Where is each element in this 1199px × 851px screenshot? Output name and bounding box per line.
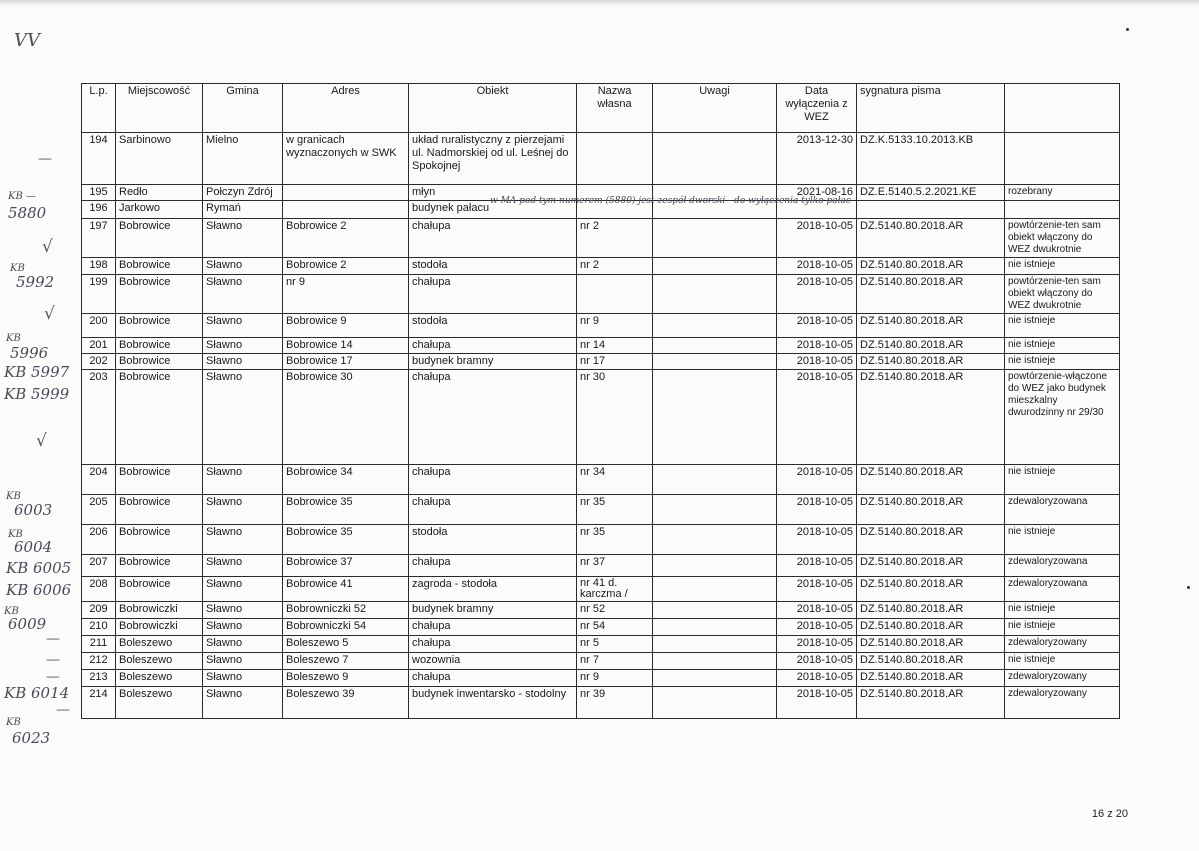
cell-uwagi <box>653 258 777 275</box>
cell-data-wylaczenia: 2018-10-05 <box>777 465 857 495</box>
cell-sygnatura: DZ.5140.80.2018.AR <box>857 555 1005 577</box>
cell-sygnatura: DZ.5140.80.2018.AR <box>857 258 1005 275</box>
table-row <box>82 619 1120 636</box>
cell-nazwa-wlasna: nr 9 <box>577 670 653 687</box>
cell-miejscowosc: Boleszewo <box>116 636 203 653</box>
cell-miejscowosc: Bobrowice <box>116 258 203 275</box>
cell-miejscowosc: Bobrowice <box>116 354 203 370</box>
header-miejscowosc: Miejscowość <box>116 84 203 133</box>
cell-lp: 201 <box>82 338 116 354</box>
margin-note: KB 6006 <box>6 581 72 599</box>
margin-note: KB 5999 <box>4 385 70 403</box>
wez-exclusion-table <box>81 83 1120 719</box>
cell-lp: 213 <box>82 670 116 687</box>
cell-data-wylaczenia: 2018-10-05 <box>777 619 857 636</box>
cell-status: rozebrany <box>1005 185 1120 201</box>
margin-note: KB <box>8 529 23 540</box>
cell-data-wylaczenia: 2018-10-05 <box>777 670 857 687</box>
margin-note: — <box>46 652 60 668</box>
cell-adres: Bobrowice 34 <box>283 465 409 495</box>
margin-note: 6009 <box>8 615 47 633</box>
cell-sygnatura <box>857 201 1005 219</box>
cell-obiekt: budynek inwentarsko - stodolny <box>409 687 577 719</box>
cell-lp: 212 <box>82 653 116 670</box>
margin-note: 5996 <box>10 344 49 362</box>
cell-gmina: Sławno <box>203 670 283 687</box>
cell-obiekt: chałupa <box>409 275 577 314</box>
cell-miejscowosc: Boleszewo <box>116 653 203 670</box>
cell-data-wylaczenia: 2018-10-05 <box>777 687 857 719</box>
header-status <box>1005 84 1120 133</box>
cell-lp: 209 <box>82 602 116 619</box>
cell-lp: 197 <box>82 219 116 258</box>
cell-nazwa-wlasna: nr 37 <box>577 555 653 577</box>
cell-miejscowosc: Bobrowice <box>116 275 203 314</box>
cell-nazwa-wlasna: nr 54 <box>577 619 653 636</box>
cell-sygnatura: DZ.K.5133.10.2013.KB <box>857 133 1005 185</box>
table-row <box>82 354 1120 370</box>
table-row <box>82 636 1120 653</box>
cell-nazwa-wlasna: nr 5 <box>577 636 653 653</box>
cell-sygnatura: DZ.5140.80.2018.AR <box>857 370 1005 465</box>
cell-miejscowosc: Bobrowice <box>116 338 203 354</box>
cell-obiekt: zagroda - stodoła <box>409 577 577 602</box>
table-row <box>82 577 1120 602</box>
cell-adres: Bobrowice 9 <box>283 314 409 338</box>
cell-gmina: Sławno <box>203 602 283 619</box>
cell-gmina: Sławno <box>203 555 283 577</box>
cell-uwagi <box>653 314 777 338</box>
cell-lp: 205 <box>82 495 116 525</box>
cell-data-wylaczenia: 2018-10-05 <box>777 338 857 354</box>
cell-data-wylaczenia: 2018-10-05 <box>777 354 857 370</box>
cell-miejscowosc: Bobrowice <box>116 370 203 465</box>
cell-adres: w granicach wyznaczonych w SWK <box>283 133 409 185</box>
cell-status <box>1005 201 1120 219</box>
cell-sygnatura: DZ.E.5140.5.2.2021.KE <box>857 185 1005 201</box>
table-row <box>82 133 1120 185</box>
cell-sygnatura: DZ.5140.80.2018.AR <box>857 653 1005 670</box>
cell-status: powtórzenie-włączone do WEZ jako budynek mieszkalny dwurodzinny nr 29/30 <box>1005 370 1120 465</box>
cell-adres: Bobrowice 41 <box>283 577 409 602</box>
table-row <box>82 370 1120 465</box>
margin-note: KB 5997 <box>4 363 70 381</box>
cell-gmina: Sławno <box>203 619 283 636</box>
cell-uwagi <box>653 619 777 636</box>
margin-note: — <box>46 669 60 685</box>
cell-lp: 196 <box>82 201 116 219</box>
cell-adres <box>283 185 409 201</box>
cell-uwagi <box>653 687 777 719</box>
cell-status: zdewaloryzowana <box>1005 495 1120 525</box>
cell-data-wylaczenia: 2018-10-05 <box>777 525 857 555</box>
margin-note: 6003 <box>14 501 53 519</box>
cell-nazwa-wlasna <box>577 275 653 314</box>
header-uwagi: Uwagi <box>653 84 777 133</box>
cell-status: zdewaloryzowana <box>1005 555 1120 577</box>
cell-sygnatura: DZ.5140.80.2018.AR <box>857 619 1005 636</box>
table-row <box>82 670 1120 687</box>
cell-gmina: Sławno <box>203 370 283 465</box>
cell-uwagi <box>653 653 777 670</box>
cell-status: nie istnieje <box>1005 465 1120 495</box>
cell-adres: Bobrowniczki 54 <box>283 619 409 636</box>
cell-miejscowosc: Bobrowice <box>116 219 203 258</box>
cell-nazwa-wlasna: nr 52 <box>577 602 653 619</box>
cell-lp: 194 <box>82 133 116 185</box>
cell-adres: Bobrowice 35 <box>283 525 409 555</box>
margin-note: KB <box>6 717 21 728</box>
cell-obiekt: chałupa <box>409 619 577 636</box>
header-nazwa-wlasna: Nazwa własna <box>577 84 653 133</box>
table-row <box>82 653 1120 670</box>
cell-miejscowosc: Bobrowice <box>116 495 203 525</box>
cell-nazwa-wlasna: nr 34 <box>577 465 653 495</box>
cell-adres: Boleszewo 7 <box>283 653 409 670</box>
cell-adres: Boleszewo 39 <box>283 687 409 719</box>
cell-gmina: Sławno <box>203 653 283 670</box>
cell-status: nie istnieje <box>1005 338 1120 354</box>
cell-sygnatura: DZ.5140.80.2018.AR <box>857 495 1005 525</box>
table-row <box>82 687 1120 719</box>
cell-gmina: Sławno <box>203 338 283 354</box>
cell-miejscowosc: Bobrowice <box>116 555 203 577</box>
cell-adres: Bobrowice 17 <box>283 354 409 370</box>
cell-data-wylaczenia: 2021-08-16 <box>777 185 857 201</box>
cell-obiekt: chałupa <box>409 219 577 258</box>
cell-uwagi <box>653 555 777 577</box>
cell-uwagi <box>653 525 777 555</box>
page-number: 16 z 20 <box>1091 808 1128 820</box>
cell-obiekt: chałupa <box>409 670 577 687</box>
cell-status: nie istnieje <box>1005 525 1120 555</box>
table-row <box>82 555 1120 577</box>
cell-gmina: Sławno <box>203 354 283 370</box>
cell-status: nie istnieje <box>1005 619 1120 636</box>
cell-sygnatura: DZ.5140.80.2018.AR <box>857 670 1005 687</box>
margin-note: KB 6005 <box>6 559 72 577</box>
cell-gmina: Połczyn Zdrój <box>203 185 283 201</box>
margin-note: 5880 <box>8 204 47 222</box>
cell-miejscowosc: Bobrowice <box>116 525 203 555</box>
cell-data-wylaczenia: 2018-10-05 <box>777 495 857 525</box>
cell-sygnatura: DZ.5140.80.2018.AR <box>857 577 1005 602</box>
cell-data-wylaczenia: 2018-10-05 <box>777 555 857 577</box>
cell-obiekt: stodoła <box>409 525 577 555</box>
cell-uwagi <box>653 275 777 314</box>
cell-uwagi <box>653 354 777 370</box>
table-row <box>82 258 1120 275</box>
cell-lp: 203 <box>82 370 116 465</box>
margin-check-icon: √ <box>44 304 55 324</box>
cell-lp: 198 <box>82 258 116 275</box>
cell-data-wylaczenia: 2018-10-05 <box>777 653 857 670</box>
header-sygnatura: sygnatura pisma <box>857 84 1005 133</box>
table-row <box>82 275 1120 314</box>
cell-gmina: Sławno <box>203 577 283 602</box>
cell-obiekt: budynek pałacu <box>409 201 577 219</box>
cell-status: zdewaloryzowana <box>1005 577 1120 602</box>
cell-uwagi <box>653 370 777 465</box>
cell-nazwa-wlasna <box>577 133 653 185</box>
cell-nazwa-wlasna: nr 9 <box>577 314 653 338</box>
cell-uwagi <box>653 495 777 525</box>
cell-gmina: Sławno <box>203 687 283 719</box>
cell-lp: 195 <box>82 185 116 201</box>
margin-note: KB — <box>8 191 36 202</box>
cell-status: powtórzenie-ten sam obiekt włączony do WEZ dwukrotnie <box>1005 219 1120 258</box>
cell-data-wylaczenia: 2018-10-05 <box>777 577 857 602</box>
cell-uwagi <box>653 465 777 495</box>
cell-obiekt: budynek bramny <box>409 602 577 619</box>
cell-lp: 211 <box>82 636 116 653</box>
cell-sygnatura: DZ.5140.80.2018.AR <box>857 219 1005 258</box>
margin-note: 5992 <box>16 273 55 291</box>
table-row <box>82 602 1120 619</box>
cell-lp: 206 <box>82 525 116 555</box>
header-data-wylaczenia: Data wyłączenia z WEZ <box>777 84 857 133</box>
cell-nazwa-wlasna: nr 35 <box>577 525 653 555</box>
cell-sygnatura: DZ.5140.80.2018.AR <box>857 602 1005 619</box>
cell-obiekt: chałupa <box>409 338 577 354</box>
cell-gmina: Sławno <box>203 465 283 495</box>
cell-data-wylaczenia: 2018-10-05 <box>777 602 857 619</box>
table-row <box>82 465 1120 495</box>
cell-obiekt: chałupa <box>409 636 577 653</box>
cell-uwagi <box>653 670 777 687</box>
corner-handwritten-mark: VV <box>14 30 40 51</box>
cell-obiekt: budynek bramny <box>409 354 577 370</box>
cell-adres <box>283 201 409 219</box>
cell-miejscowosc: Bobrowice <box>116 314 203 338</box>
margin-note: 6004 <box>14 538 53 556</box>
cell-obiekt: chałupa <box>409 495 577 525</box>
cell-sygnatura: DZ.5140.80.2018.AR <box>857 314 1005 338</box>
scan-dot-top-right <box>1126 28 1129 31</box>
table-row <box>82 495 1120 525</box>
cell-lp: 199 <box>82 275 116 314</box>
cell-miejscowosc: Sarbinowo <box>116 133 203 185</box>
cell-gmina: Sławno <box>203 275 283 314</box>
cell-data-wylaczenia: 2018-10-05 <box>777 258 857 275</box>
cell-miejscowosc: Bobrowiczki <box>116 602 203 619</box>
cell-obiekt: chałupa <box>409 555 577 577</box>
scan-top-edge <box>0 0 1199 6</box>
cell-lp: 208 <box>82 577 116 602</box>
margin-note: — <box>46 631 60 647</box>
cell-nazwa-wlasna: nr 2 <box>577 258 653 275</box>
cell-adres: Boleszewo 9 <box>283 670 409 687</box>
cell-obiekt: chałupa <box>409 465 577 495</box>
margin-note: KB 6014 <box>4 684 70 702</box>
cell-gmina: Sławno <box>203 314 283 338</box>
cell-status: nie istnieje <box>1005 314 1120 338</box>
cell-gmina: Mielno <box>203 133 283 185</box>
cell-miejscowosc: Bobrowice <box>116 577 203 602</box>
cell-sygnatura: DZ.5140.80.2018.AR <box>857 525 1005 555</box>
cell-nazwa-wlasna: nr 39 <box>577 687 653 719</box>
cell-miejscowosc: Jarkowo <box>116 201 203 219</box>
cell-status: nie istnieje <box>1005 602 1120 619</box>
cell-nazwa-wlasna: nr 30 <box>577 370 653 465</box>
cell-gmina: Sławno <box>203 636 283 653</box>
margin-note: — <box>56 702 70 718</box>
cell-miejscowosc: Redło <box>116 185 203 201</box>
cell-sygnatura: DZ.5140.80.2018.AR <box>857 338 1005 354</box>
cell-adres: Bobrowice 2 <box>283 258 409 275</box>
cell-adres: Bobrowice 14 <box>283 338 409 354</box>
cell-data-wylaczenia: 2018-10-05 <box>777 636 857 653</box>
cell-miejscowosc: Bobrowiczki <box>116 619 203 636</box>
cell-data-wylaczenia: 2018-10-05 <box>777 219 857 258</box>
cell-nazwa-wlasna: nr 41 d. karczma / <box>577 577 653 602</box>
cell-status: nie istnieje <box>1005 258 1120 275</box>
header-lp: L.p. <box>82 84 116 133</box>
header-obiekt: Obiekt <box>409 84 577 133</box>
margin-note: — <box>38 151 52 167</box>
cell-uwagi <box>653 602 777 619</box>
cell-uwagi <box>653 133 777 185</box>
cell-miejscowosc: Boleszewo <box>116 670 203 687</box>
cell-data-wylaczenia: 2018-10-05 <box>777 370 857 465</box>
cell-lp: 210 <box>82 619 116 636</box>
cell-nazwa-wlasna: nr 14 <box>577 338 653 354</box>
margin-note: KB <box>10 263 25 274</box>
cell-sygnatura: DZ.5140.80.2018.AR <box>857 354 1005 370</box>
cell-nazwa-wlasna: nr 35 <box>577 495 653 525</box>
cell-uwagi <box>653 636 777 653</box>
header-gmina: Gmina <box>203 84 283 133</box>
header-adres: Adres <box>283 84 409 133</box>
margin-check-icon: √ <box>42 237 53 257</box>
cell-miejscowosc: Boleszewo <box>116 687 203 719</box>
margin-note: KB <box>6 333 21 344</box>
cell-lp: 200 <box>82 314 116 338</box>
cell-adres: Bobrowice 35 <box>283 495 409 525</box>
cell-adres: nr 9 <box>283 275 409 314</box>
cell-status: nie istnieje <box>1005 653 1120 670</box>
table-row <box>82 314 1120 338</box>
cell-sygnatura: DZ.5140.80.2018.AR <box>857 636 1005 653</box>
table-row <box>82 219 1120 258</box>
cell-adres: Bobrowniczki 52 <box>283 602 409 619</box>
cell-lp: 204 <box>82 465 116 495</box>
cell-gmina: Sławno <box>203 219 283 258</box>
scan-dot-bottom-right <box>1187 586 1190 589</box>
table-row <box>82 525 1120 555</box>
cell-sygnatura: DZ.5140.80.2018.AR <box>857 465 1005 495</box>
cell-obiekt: stodoła <box>409 258 577 275</box>
cell-nazwa-wlasna: nr 2 <box>577 219 653 258</box>
cell-status: zdewaloryzowany <box>1005 636 1120 653</box>
cell-adres: Bobrowice 2 <box>283 219 409 258</box>
cell-lp: 207 <box>82 555 116 577</box>
cell-miejscowosc: Bobrowice <box>116 465 203 495</box>
margin-check-icon: √ <box>36 431 47 451</box>
cell-status <box>1005 133 1120 185</box>
row-196-handwritten-note: w MA pod tym numerem (5880) jest zespół dworski - do wyłączenia tylko pałac <box>490 196 851 206</box>
cell-obiekt: stodoła <box>409 314 577 338</box>
margin-note: KB <box>4 606 19 617</box>
margin-note: 6023 <box>12 729 51 747</box>
cell-nazwa-wlasna: nr 17 <box>577 354 653 370</box>
cell-gmina: Sławno <box>203 258 283 275</box>
cell-status: zdewaloryzowany <box>1005 687 1120 719</box>
cell-adres: Bobrowice 30 <box>283 370 409 465</box>
cell-adres: Boleszewo 5 <box>283 636 409 653</box>
margin-note: KB <box>6 491 21 502</box>
cell-status: zdewaloryzowany <box>1005 670 1120 687</box>
cell-adres: Bobrowice 37 <box>283 555 409 577</box>
cell-uwagi <box>653 219 777 258</box>
cell-obiekt: układ ruralistyczny z pierzejami ul. Nadmorskiej od ul. Leśnej do Spokojnej <box>409 133 577 185</box>
cell-uwagi <box>653 577 777 602</box>
cell-gmina: Sławno <box>203 495 283 525</box>
cell-data-wylaczenia: 2018-10-05 <box>777 314 857 338</box>
cell-status: powtórzenie-ten sam obiekt włączony do WEZ dwukrotnie <box>1005 275 1120 314</box>
cell-gmina: Sławno <box>203 525 283 555</box>
cell-nazwa-wlasna: nr 7 <box>577 653 653 670</box>
cell-uwagi <box>653 338 777 354</box>
cell-obiekt: wozownia <box>409 653 577 670</box>
cell-obiekt: młyn <box>409 185 577 201</box>
table-row <box>82 338 1120 354</box>
cell-status: nie istnieje <box>1005 354 1120 370</box>
table-header-row <box>82 84 1120 133</box>
cell-lp: 214 <box>82 687 116 719</box>
cell-data-wylaczenia: 2018-10-05 <box>777 275 857 314</box>
cell-obiekt: chałupa <box>409 370 577 465</box>
cell-data-wylaczenia: 2013-12-30 <box>777 133 857 185</box>
cell-sygnatura: DZ.5140.80.2018.AR <box>857 687 1005 719</box>
cell-sygnatura: DZ.5140.80.2018.AR <box>857 275 1005 314</box>
cell-lp: 202 <box>82 354 116 370</box>
cell-gmina: Rymań <box>203 201 283 219</box>
